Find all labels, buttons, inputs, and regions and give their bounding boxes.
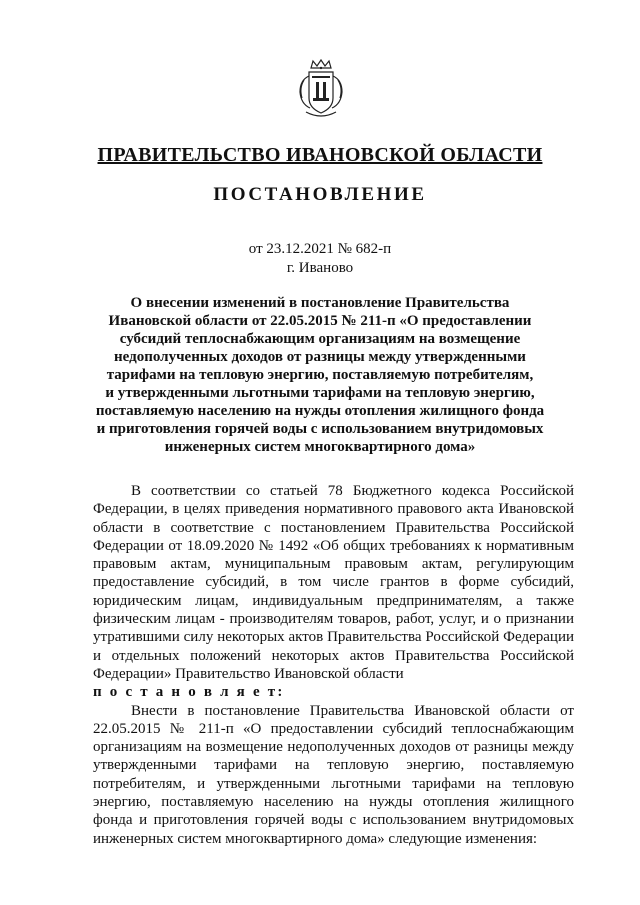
subject-line: Ивановской области от 22.05.2015 № 211-п «О предоставлении [108, 313, 532, 329]
resolves-word: п о с т а н о в л я е т: [93, 684, 285, 701]
body-paragraph-amendment: Внести в постановление Правительства Ивановской области от 22.05.2015 № 211-п «О предоставлении субсидий теплоснабжающим организациям на возмещение недополученных доходов от разницы между утвержденными тарифами на тепловую энергию, поставляемую потребителям, и утвержденными льготными тарифами на тепловую энергию, поставляемую населению на нужды отопления жилищного фонда и приготовления горячей воды с использованием внутридомовых инженерных систем многоквартирного дома» следующие изменения: [93, 702, 574, 847]
subject-line: субсидий теплоснабжающим организациям на возмещение [119, 331, 521, 347]
document-subject [84, 294, 556, 456]
subject-line: и приготовления горячей воды с использованием внутридомовых [96, 421, 544, 437]
coat-of-arms-icon [296, 58, 346, 120]
document-meta [0, 240, 640, 278]
subject-line: О внесении изменений в постановление Правительства [130, 295, 510, 311]
city: г. Иваново [286, 260, 354, 276]
body-paragraph-preamble: В соответствии со статьей 78 Бюджетного кодекса Российской Федерации, в целях приведения нормативного правового акта Ивановской области в соответствие с постановлением Правительства Российской Федерации от 18.09.2020 № 1492 «Об общих требованиях к нормативным правовым актам, муниципальным правовым актам, регулирующим предоставление субсидий, в том числе грантов в форме субсидий, юридическим лицам, индивидуальным предпринимателям, а также физическим лицам - производителям товаров, работ, услуг, и о признании утратившими силу некоторых актов Правительства Российской Федерации и отдельных положений некоторых актов Правительства Российской Федерации» Правительство Ивановской области [93, 483, 574, 682]
subject-line: тарифами на тепловую энергию, поставляемую потребителям, [106, 367, 534, 383]
organization-title: ПРАВИТЕЛЬСТВО ИВАНОВСКОЙ ОБЛАСТИ [97, 144, 543, 166]
subject-line: инженерных систем многоквартирного дома» [164, 439, 476, 455]
document-type-title: ПОСТАНОВЛЕНИЕ [213, 184, 427, 205]
document-body [93, 482, 574, 848]
date-number: от 23.12.2021 № 682-п [248, 241, 392, 257]
subject-line: поставляемую населению на нужды отопления жилищного фонда [95, 403, 545, 419]
subject-line: недополученных доходов от разницы между утвержденными [114, 349, 526, 365]
subject-line: и утвержденными льготными тарифами на тепловую энергию, [105, 385, 535, 401]
